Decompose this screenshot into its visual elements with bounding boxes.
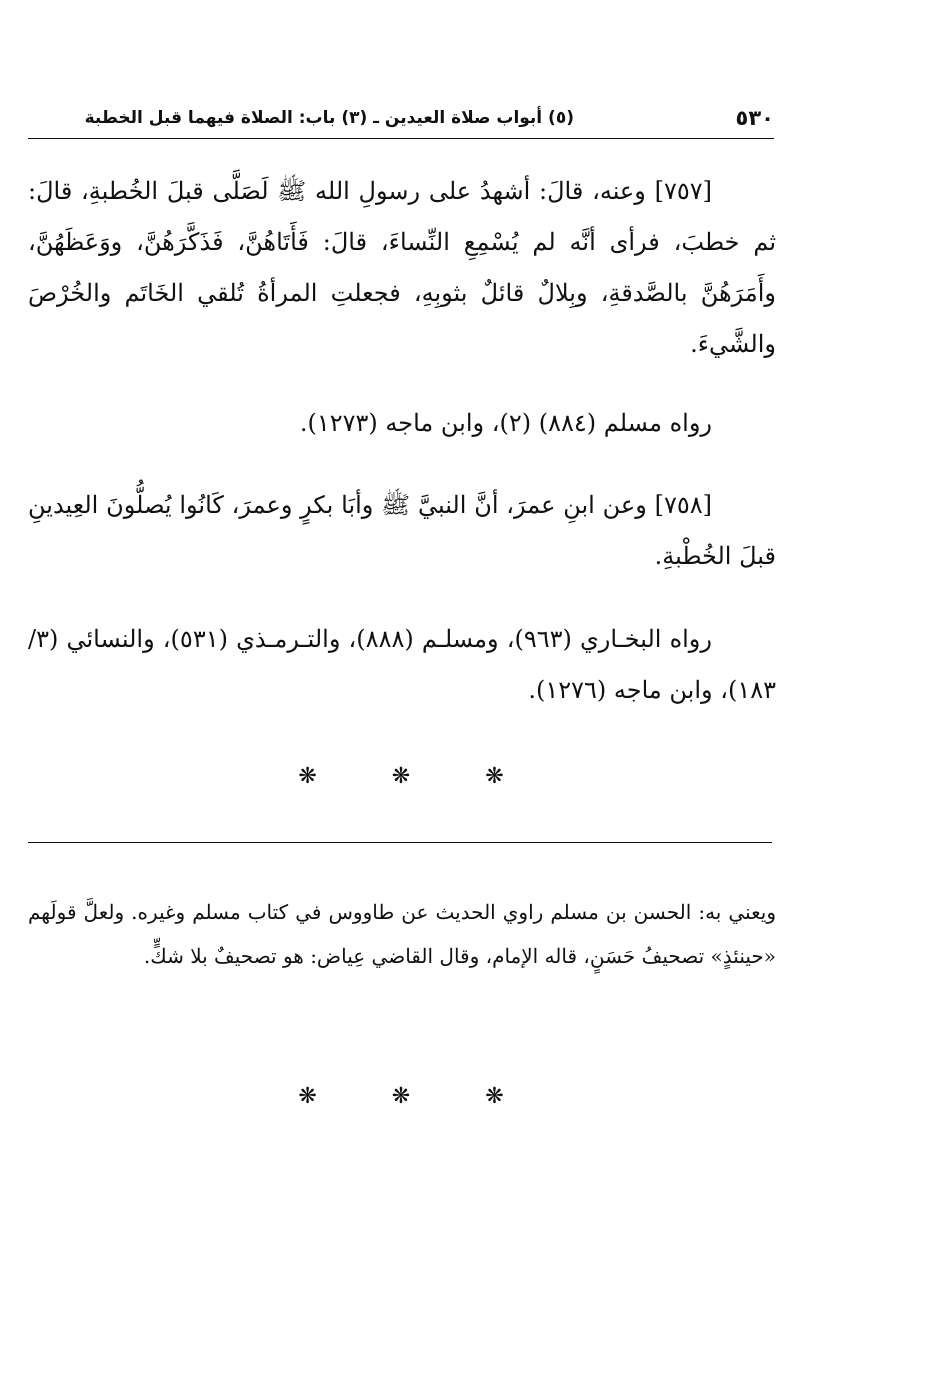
star-icon: ❋	[298, 764, 317, 789]
section-separator	[28, 764, 774, 789]
star-icon: ❋	[485, 764, 504, 789]
star-icon: ❋	[391, 1084, 411, 1109]
hadith-757-text: [٧٥٧] وعنه، قالَ: أشهدُ على رسولِ الله ﷺ لَصَلَّى قبلَ الخُطبةِ، قالَ: ثم خطبَ، فرأى أنَّه لم يُسْمِعِ النِّساءَ، قالَ: فَأَتَاهُنَّ، فَذَكَّرَهُنَّ، ووَعَظَهُنَّ، وأَمَرَهُنَّ بالصَّدقةِ، وبِلالٌ قائلٌ بثوبِهِ، فجعلتِ المرأةُ تُلقي الخَاتَم والخُرْصَ والشَّيءَ.	[28, 177, 776, 358]
star-icon: ❋	[391, 764, 411, 789]
page-number: ٥٣٠	[735, 106, 774, 130]
star-icon: ❋	[298, 1084, 317, 1109]
chapter-title: (٥) أبواب صلاة العيدين ـ (٣) باب: الصلاة فيهما قبل الخطبة	[84, 108, 574, 128]
star-icon: ❋	[485, 1084, 504, 1109]
footnote-divider	[28, 842, 772, 843]
footnote-separator	[28, 1084, 774, 1109]
hadith-758-source: رواه البخـاري (٩٦٣)، ومسلـم (٨٨٨)، والتـرمـذي (٥٣١)، والنسائي (٣/ ١٨٣)، وابن ماجه (١٢٧٦).	[28, 625, 776, 704]
header-divider	[28, 138, 774, 139]
hadith-757-source: رواه مسلم (٨٨٤) (٢)، وابن ماجه (١٢٧٣).	[299, 409, 712, 437]
hadith-758-text: [٧٥٨] وعن ابنِ عمرَ، أنَّ النبيَّ ﷺ وأبَا بكرٍ وعمرَ، كَانُوا يُصلُّونَ العِيدينِ قبلَ الخُطْبةِ.	[28, 491, 776, 570]
running-header	[28, 100, 774, 136]
footnote-text: ويعني به: الحسن بن مسلم راوي الحديث عن طاووس في كتاب مسلم وغيره. ولعلَّ قولَهم «حينئذٍ» تصحيفُ حَسَنٍ، قاله الإمام، وقال القاضي عِياض: هو تصحيفٌ بلا شكٍّ.	[28, 900, 776, 968]
